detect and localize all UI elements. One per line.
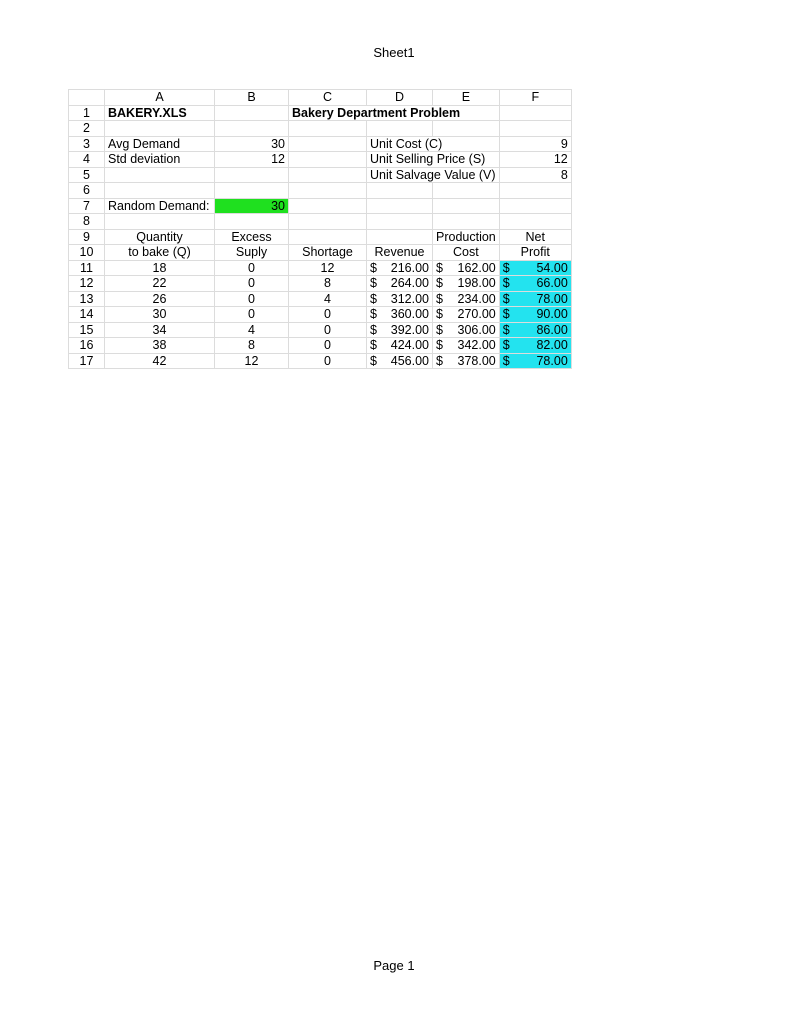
cost-cell[interactable] — [433, 338, 500, 354]
revenue-cell-amount: 216.00 — [390, 260, 429, 275]
std-dev-label[interactable]: Std deviation — [105, 152, 215, 168]
profit-cell-amount: 90.00 — [536, 307, 568, 322]
random-demand-label[interactable]: Random Demand: — [105, 198, 215, 214]
quantity-cell[interactable]: 42 — [105, 353, 215, 369]
table-header-cell[interactable] — [289, 229, 367, 245]
currency-symbol: $ — [370, 307, 377, 322]
cost-cell-amount: 270.00 — [457, 307, 496, 322]
row-header[interactable]: 5 — [69, 167, 105, 183]
cell[interactable] — [215, 167, 289, 183]
revenue-cell-amount: 456.00 — [390, 353, 429, 368]
revenue-cell[interactable] — [367, 307, 433, 323]
column-header[interactable]: B — [215, 90, 289, 106]
cell[interactable] — [289, 152, 367, 168]
currency-symbol: $ — [370, 338, 377, 353]
currency-symbol: $ — [436, 322, 443, 337]
problem-title-cell[interactable]: Bakery Department Problem — [289, 105, 500, 121]
random-demand-value[interactable]: 30 — [215, 198, 289, 214]
row-header[interactable]: 7 — [69, 198, 105, 214]
currency-symbol: $ — [502, 276, 510, 291]
cell[interactable] — [289, 183, 367, 199]
cost-cell-amount: 234.00 — [457, 291, 496, 306]
table-header-cell[interactable]: Production — [433, 229, 500, 245]
excess-cell[interactable]: 0 — [215, 276, 289, 292]
revenue-cell-amount: 392.00 — [390, 322, 429, 337]
cell[interactable] — [367, 121, 433, 137]
cell[interactable] — [499, 183, 571, 199]
sheet-row — [69, 105, 572, 121]
cell[interactable] — [367, 183, 433, 199]
cell[interactable] — [433, 198, 500, 214]
cell[interactable] — [215, 105, 289, 121]
table-row — [69, 276, 572, 292]
cost-cell-amount: 198.00 — [457, 276, 496, 291]
currency-symbol: $ — [436, 291, 443, 306]
table-row — [69, 322, 572, 338]
column-header-row — [69, 90, 572, 106]
avg-demand-label[interactable]: Avg Demand — [105, 136, 215, 152]
excess-cell[interactable]: 12 — [215, 353, 289, 369]
revenue-cell[interactable] — [367, 276, 433, 292]
table-row — [69, 353, 572, 369]
currency-symbol: $ — [502, 353, 510, 368]
data-rows — [69, 260, 572, 369]
cell[interactable] — [215, 183, 289, 199]
row-header[interactable]: 4 — [69, 152, 105, 168]
revenue-cell[interactable] — [367, 322, 433, 338]
profit-cell[interactable] — [499, 338, 571, 354]
column-header[interactable]: E — [433, 90, 500, 106]
profit-cell[interactable] — [499, 291, 571, 307]
table-row — [69, 338, 572, 354]
currency-symbol: $ — [436, 353, 443, 368]
page-footer: Page 1 — [373, 958, 415, 973]
row-header[interactable]: 3 — [69, 136, 105, 152]
cost-cell[interactable] — [433, 353, 500, 369]
avg-demand-value[interactable]: 30 — [215, 136, 289, 152]
row-header[interactable]: 9 — [69, 229, 105, 245]
profit-cell-amount: 78.00 — [536, 291, 568, 306]
quantity-cell[interactable]: 18 — [105, 260, 215, 276]
sheet-row — [69, 198, 572, 214]
table-header-cell[interactable] — [367, 229, 433, 245]
currency-symbol: $ — [370, 322, 377, 337]
file-name-cell[interactable]: BAKERY.XLS — [105, 105, 215, 121]
cell[interactable] — [499, 105, 571, 121]
row-header[interactable]: 2 — [69, 121, 105, 137]
profit-cell-amount: 82.00 — [536, 338, 568, 353]
cost-cell[interactable] — [433, 307, 500, 323]
currency-symbol: $ — [436, 276, 443, 291]
revenue-cell[interactable] — [367, 260, 433, 276]
row-header[interactable]: 12 — [69, 276, 105, 292]
profit-cell[interactable] — [499, 276, 571, 292]
cost-cell[interactable] — [433, 291, 500, 307]
cost-cell[interactable] — [433, 260, 500, 276]
revenue-cell[interactable] — [367, 353, 433, 369]
currency-symbol: $ — [502, 260, 510, 275]
std-dev-value[interactable]: 12 — [215, 152, 289, 168]
shortage-cell[interactable]: 4 — [289, 291, 367, 307]
row-header[interactable]: 17 — [69, 353, 105, 369]
row-header[interactable]: 6 — [69, 183, 105, 199]
table-header-cell[interactable]: Profit — [499, 245, 571, 261]
row-header[interactable]: 1 — [69, 105, 105, 121]
row-header[interactable]: 10 — [69, 245, 105, 261]
cell[interactable] — [433, 121, 500, 137]
currency-symbol: $ — [370, 291, 377, 306]
table-row — [69, 307, 572, 323]
table-header-cell[interactable]: Quantity — [105, 229, 215, 245]
revenue-cell-amount: 264.00 — [390, 276, 429, 291]
row-header[interactable]: 13 — [69, 291, 105, 307]
table-header-cell[interactable]: Suply — [215, 245, 289, 261]
cell[interactable] — [367, 214, 433, 230]
excess-cell[interactable]: 8 — [215, 338, 289, 354]
sheet-row — [69, 183, 572, 199]
quantity-cell[interactable]: 38 — [105, 338, 215, 354]
cell[interactable] — [289, 136, 367, 152]
cell[interactable] — [367, 198, 433, 214]
shortage-cell[interactable]: 0 — [289, 338, 367, 354]
shortage-cell[interactable]: 0 — [289, 307, 367, 323]
sheet-row — [69, 152, 572, 168]
table-header-cell[interactable]: Shortage — [289, 245, 367, 261]
column-header[interactable]: D — [367, 90, 433, 106]
grid-body — [69, 90, 572, 261]
excess-cell[interactable]: 0 — [215, 291, 289, 307]
revenue-cell-amount: 424.00 — [390, 338, 429, 353]
sheet-title: Sheet1 — [373, 45, 415, 60]
row-header[interactable]: 16 — [69, 338, 105, 354]
table-header-cell[interactable]: Net — [499, 229, 571, 245]
row-header[interactable]: 14 — [69, 307, 105, 323]
cell[interactable] — [499, 198, 571, 214]
cell[interactable] — [289, 121, 367, 137]
cell[interactable] — [105, 167, 215, 183]
currency-symbol: $ — [370, 260, 377, 275]
unit-cost-label[interactable]: Unit Cost (C) — [367, 136, 500, 152]
quantity-cell[interactable]: 22 — [105, 276, 215, 292]
cost-cell-amount: 162.00 — [457, 260, 496, 275]
column-header[interactable]: A — [105, 90, 215, 106]
row-header[interactable]: 8 — [69, 214, 105, 230]
row-header[interactable]: 15 — [69, 322, 105, 338]
sheet-row — [69, 167, 572, 183]
currency-symbol: $ — [436, 260, 443, 275]
shortage-cell[interactable]: 8 — [289, 276, 367, 292]
revenue-cell-amount: 312.00 — [390, 291, 429, 306]
profit-cell[interactable] — [499, 307, 571, 323]
cell[interactable] — [215, 121, 289, 137]
shortage-cell[interactable]: 12 — [289, 260, 367, 276]
sheet-row — [69, 245, 572, 261]
currency-symbol: $ — [436, 307, 443, 322]
profit-cell-amount: 66.00 — [536, 276, 568, 291]
table-row — [69, 260, 572, 276]
quantity-cell[interactable]: 30 — [105, 307, 215, 323]
profit-cell-amount: 86.00 — [536, 322, 568, 337]
table-header-cell[interactable]: Cost — [433, 245, 500, 261]
revenue-cell[interactable] — [367, 338, 433, 354]
revenue-cell[interactable] — [367, 291, 433, 307]
currency-symbol: $ — [436, 338, 443, 353]
cell[interactable] — [289, 198, 367, 214]
table-row — [69, 291, 572, 307]
profit-cell[interactable] — [499, 322, 571, 338]
currency-symbol: $ — [370, 353, 377, 368]
excess-cell[interactable]: 0 — [215, 307, 289, 323]
cell[interactable] — [499, 214, 571, 230]
unit-price-value[interactable]: 12 — [499, 152, 571, 168]
sheet-row — [69, 121, 572, 137]
shortage-cell[interactable]: 0 — [289, 353, 367, 369]
cell[interactable] — [289, 214, 367, 230]
cell[interactable] — [105, 121, 215, 137]
column-header[interactable]: F — [499, 90, 571, 106]
excess-cell[interactable]: 0 — [215, 260, 289, 276]
cost-cell-amount: 306.00 — [457, 322, 496, 337]
currency-symbol: $ — [502, 338, 510, 353]
table-header-cell[interactable]: to bake (Q) — [105, 245, 215, 261]
unit-price-label[interactable]: Unit Selling Price (S) — [367, 152, 500, 168]
profit-cell[interactable] — [499, 260, 571, 276]
sheet-row — [69, 229, 572, 245]
cell[interactable] — [433, 214, 500, 230]
cell[interactable] — [499, 121, 571, 137]
cell[interactable] — [105, 214, 215, 230]
row-header[interactable]: 11 — [69, 260, 105, 276]
unit-cost-value[interactable]: 9 — [499, 136, 571, 152]
quantity-cell[interactable]: 34 — [105, 322, 215, 338]
cell[interactable] — [433, 183, 500, 199]
quantity-cell[interactable]: 26 — [105, 291, 215, 307]
currency-symbol: $ — [502, 307, 510, 322]
revenue-cell-amount: 360.00 — [390, 307, 429, 322]
cost-cell-amount: 342.00 — [457, 338, 496, 353]
excess-cell[interactable]: 4 — [215, 322, 289, 338]
currency-symbol: $ — [370, 276, 377, 291]
cell[interactable] — [289, 167, 367, 183]
table-header-cell[interactable]: Excess — [215, 229, 289, 245]
sheet-row — [69, 136, 572, 152]
profit-cell-amount: 54.00 — [536, 260, 568, 275]
cell[interactable] — [105, 183, 215, 199]
cost-cell[interactable] — [433, 322, 500, 338]
cell[interactable] — [215, 214, 289, 230]
cost-cell[interactable] — [433, 276, 500, 292]
table-header-cell[interactable]: Revenue — [367, 245, 433, 261]
profit-cell[interactable] — [499, 353, 571, 369]
currency-symbol: $ — [502, 322, 510, 337]
salvage-label[interactable]: Unit Salvage Value (V) — [367, 167, 500, 183]
salvage-value[interactable]: 8 — [499, 167, 571, 183]
cost-cell-amount: 378.00 — [457, 353, 496, 368]
profit-cell-amount: 78.00 — [536, 353, 568, 368]
spreadsheet-grid — [68, 89, 572, 369]
corner-cell — [69, 90, 105, 106]
column-header[interactable]: C — [289, 90, 367, 106]
sheet-row — [69, 214, 572, 230]
currency-symbol: $ — [502, 291, 510, 306]
shortage-cell[interactable]: 0 — [289, 322, 367, 338]
